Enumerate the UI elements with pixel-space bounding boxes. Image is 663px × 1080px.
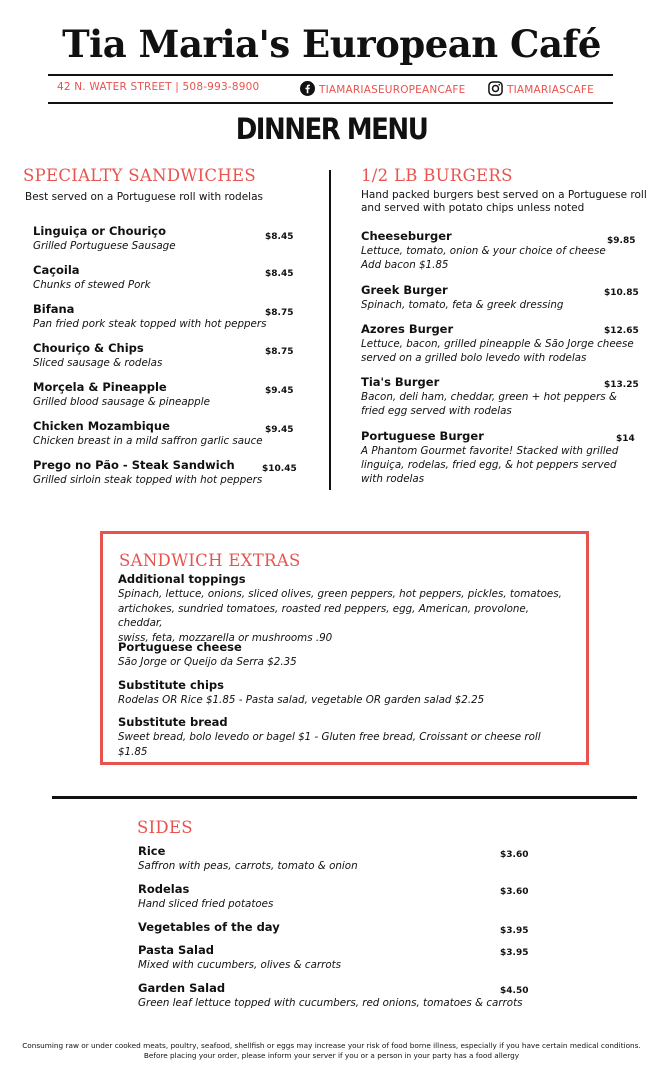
header-divider-top — [48, 74, 613, 76]
instagram-handle-text: TIAMARIASCAFE — [507, 84, 594, 96]
item-name: Rice — [138, 844, 166, 858]
sides-title: SIDES — [137, 818, 193, 837]
item-name: Rodelas — [138, 882, 190, 896]
item-price: $12.65 — [604, 326, 639, 336]
item-price: $10.45 — [262, 464, 297, 474]
item-price: $3.60 — [500, 850, 529, 860]
item-price: $14 — [616, 434, 635, 444]
item-price: $8.75 — [265, 347, 294, 357]
facebook-handle[interactable] — [300, 81, 465, 99]
menu-item — [33, 458, 262, 487]
menu-item — [33, 302, 266, 331]
menu-item — [361, 283, 563, 312]
item-name: Garden Salad — [138, 981, 226, 995]
menu-item — [138, 981, 522, 1010]
item-desc: Sliced sausage & rodelas — [33, 357, 163, 369]
disclaimer-line: Consuming raw or under cooked meats, poultry, seafood, shellfish or eggs may increase your risk of food borne illness, especially if you have certain medical conditions. — [22, 1041, 641, 1050]
item-name: Linguiça or Chouriço — [33, 224, 167, 238]
item-desc: linguiça, rodelas, fried egg, & hot peppers served — [361, 459, 617, 471]
item-name: Bifana — [33, 302, 75, 316]
item-name: Tia's Burger — [361, 375, 440, 389]
item-desc: Chunks of stewed Pork — [33, 279, 151, 291]
menu-item — [361, 229, 606, 272]
specialty-sandwiches-title: SPECIALTY SANDWICHES — [23, 166, 256, 185]
extra-item — [118, 678, 573, 708]
item-desc: Hand sliced fried potatoes — [138, 898, 274, 910]
item-price: $13.25 — [604, 380, 639, 390]
menu-item — [33, 224, 176, 253]
item-desc: Mixed with cucumbers, olives & carrots — [138, 959, 342, 971]
item-price: $3.95 — [500, 926, 529, 936]
menu-item — [33, 380, 210, 409]
extra-item — [118, 572, 573, 645]
item-desc: fried egg served with rodelas — [361, 405, 512, 417]
allergy-disclaimer — [0, 1041, 663, 1061]
item-price: $3.95 — [500, 948, 529, 958]
item-name: Caçoila — [33, 263, 80, 277]
item-price: $9.45 — [265, 386, 294, 396]
item-name: Chouriço & Chips — [33, 341, 144, 355]
item-desc: A Phantom Gourmet favorite! Stacked with grilled — [361, 445, 619, 457]
extra-desc: Rodelas OR Rice $1.85 - Pasta salad, vegetable OR garden salad $2.25 — [118, 694, 485, 706]
address-phone: 42 N. WATER STREET | 508-993-8900 — [57, 81, 260, 93]
menu-item — [138, 844, 358, 873]
menu-item — [361, 375, 617, 418]
menu-item — [33, 341, 162, 370]
item-desc: served on a grilled bolo levedo with rodelas — [361, 352, 587, 364]
sides-divider — [52, 796, 637, 799]
column-divider — [329, 170, 331, 490]
item-name: Pasta Salad — [138, 943, 214, 957]
item-desc: Green leaf lettuce topped with cucumbers, red onions, tomatoes & carrots — [138, 997, 523, 1009]
burgers-subtitle — [361, 189, 647, 215]
item-desc: Saffron with peas, carrots, tomato & onion — [138, 860, 358, 872]
extra-name: Portuguese cheese — [118, 640, 242, 654]
item-desc: with rodelas — [361, 473, 425, 485]
menu-item — [361, 322, 634, 365]
extra-name: Additional toppings — [118, 572, 246, 586]
item-desc: Pan fried pork steak topped with hot peppers — [33, 318, 267, 330]
item-name: Prego no Pão - Steak Sandwich — [33, 458, 235, 472]
item-name: Vegetables of the day — [138, 920, 280, 934]
instagram-handle[interactable] — [488, 81, 594, 99]
facebook-icon — [300, 81, 315, 99]
item-price: $8.75 — [265, 308, 294, 318]
burgers-title: 1/2 LB BURGERS — [361, 166, 513, 185]
menu-item — [138, 882, 273, 911]
item-desc: Grilled blood sausage & pineapple — [33, 396, 210, 408]
extra-item — [118, 640, 573, 670]
item-price: $3.60 — [500, 887, 529, 897]
item-desc: Lettuce, bacon, grilled pineapple & São Jorge cheese — [361, 338, 634, 350]
item-name: Portuguese Burger — [361, 429, 484, 443]
item-price: $8.45 — [265, 269, 294, 279]
specialty-subtitle: Best served on a Portuguese roll with rodelas — [25, 191, 263, 203]
item-desc: Grilled sirloin steak topped with hot peppers — [33, 474, 263, 486]
extra-item — [118, 715, 573, 759]
item-desc: Grilled Portuguese Sausage — [33, 240, 176, 252]
burgers-subtitle-line: and served with potato chips unless noted — [361, 202, 585, 214]
instagram-icon — [488, 81, 503, 99]
facebook-handle-text: TIAMARIASEUROPEANCAFE — [319, 84, 466, 96]
sandwich-extras-title: SANDWICH EXTRAS — [119, 551, 301, 570]
item-name: Greek Burger — [361, 283, 448, 297]
menu-item — [361, 429, 618, 486]
item-desc: Chicken breast in a mild saffron garlic sauce — [33, 435, 263, 447]
item-name: Azores Burger — [361, 322, 454, 336]
menu-item — [33, 263, 151, 292]
extra-name: Substitute bread — [118, 715, 228, 729]
extra-desc: Spinach, lettuce, onions, sliced olives, green peppers, hot peppers, pickles, tomatoes, — [118, 588, 562, 600]
item-desc: Bacon, deli ham, cheddar, green + hot peppers & — [361, 391, 617, 403]
menu-title: DINNER MENU — [235, 113, 428, 147]
menu-item — [33, 419, 263, 448]
item-price: $8.45 — [265, 232, 294, 242]
disclaimer-line: Before placing your order, please inform your server if you or a person in your party has a food allergy — [143, 1051, 520, 1060]
extra-desc: Sweet bread, bolo levedo or bagel $1 - Gluten free bread, Croissant or cheese roll $1.85 — [118, 731, 541, 758]
item-name: Morçela & Pineapple — [33, 380, 167, 394]
item-price: $9.45 — [265, 425, 294, 435]
item-price: $9.85 — [607, 236, 636, 246]
menu-item — [138, 920, 280, 934]
item-name: Cheeseburger — [361, 229, 452, 243]
extra-desc: São Jorge or Queijo da Serra $2.35 — [118, 656, 297, 668]
item-price: $4.50 — [500, 986, 529, 996]
extra-desc: artichokes, sundried tomatoes, roasted red peppers, egg, American, provolone, cheddar, — [118, 602, 530, 629]
extra-name: Substitute chips — [118, 678, 224, 692]
item-name: Chicken Mozambique — [33, 419, 170, 433]
item-desc: Add bacon $1.85 — [361, 259, 449, 271]
restaurant-title: Tia Maria's European Café — [62, 22, 601, 66]
menu-item — [138, 943, 341, 972]
header-divider-bottom — [48, 102, 613, 104]
item-price: $10.85 — [604, 288, 639, 298]
item-desc: Lettuce, tomato, onion & your choice of cheese — [361, 245, 606, 257]
burgers-subtitle-line: Hand packed burgers best served on a Portuguese roll — [361, 189, 647, 201]
item-desc: Spinach, tomato, feta & greek dressing — [361, 299, 564, 311]
extra-desc: swiss, feta, mozzarella or mushrooms .90 — [118, 631, 333, 644]
